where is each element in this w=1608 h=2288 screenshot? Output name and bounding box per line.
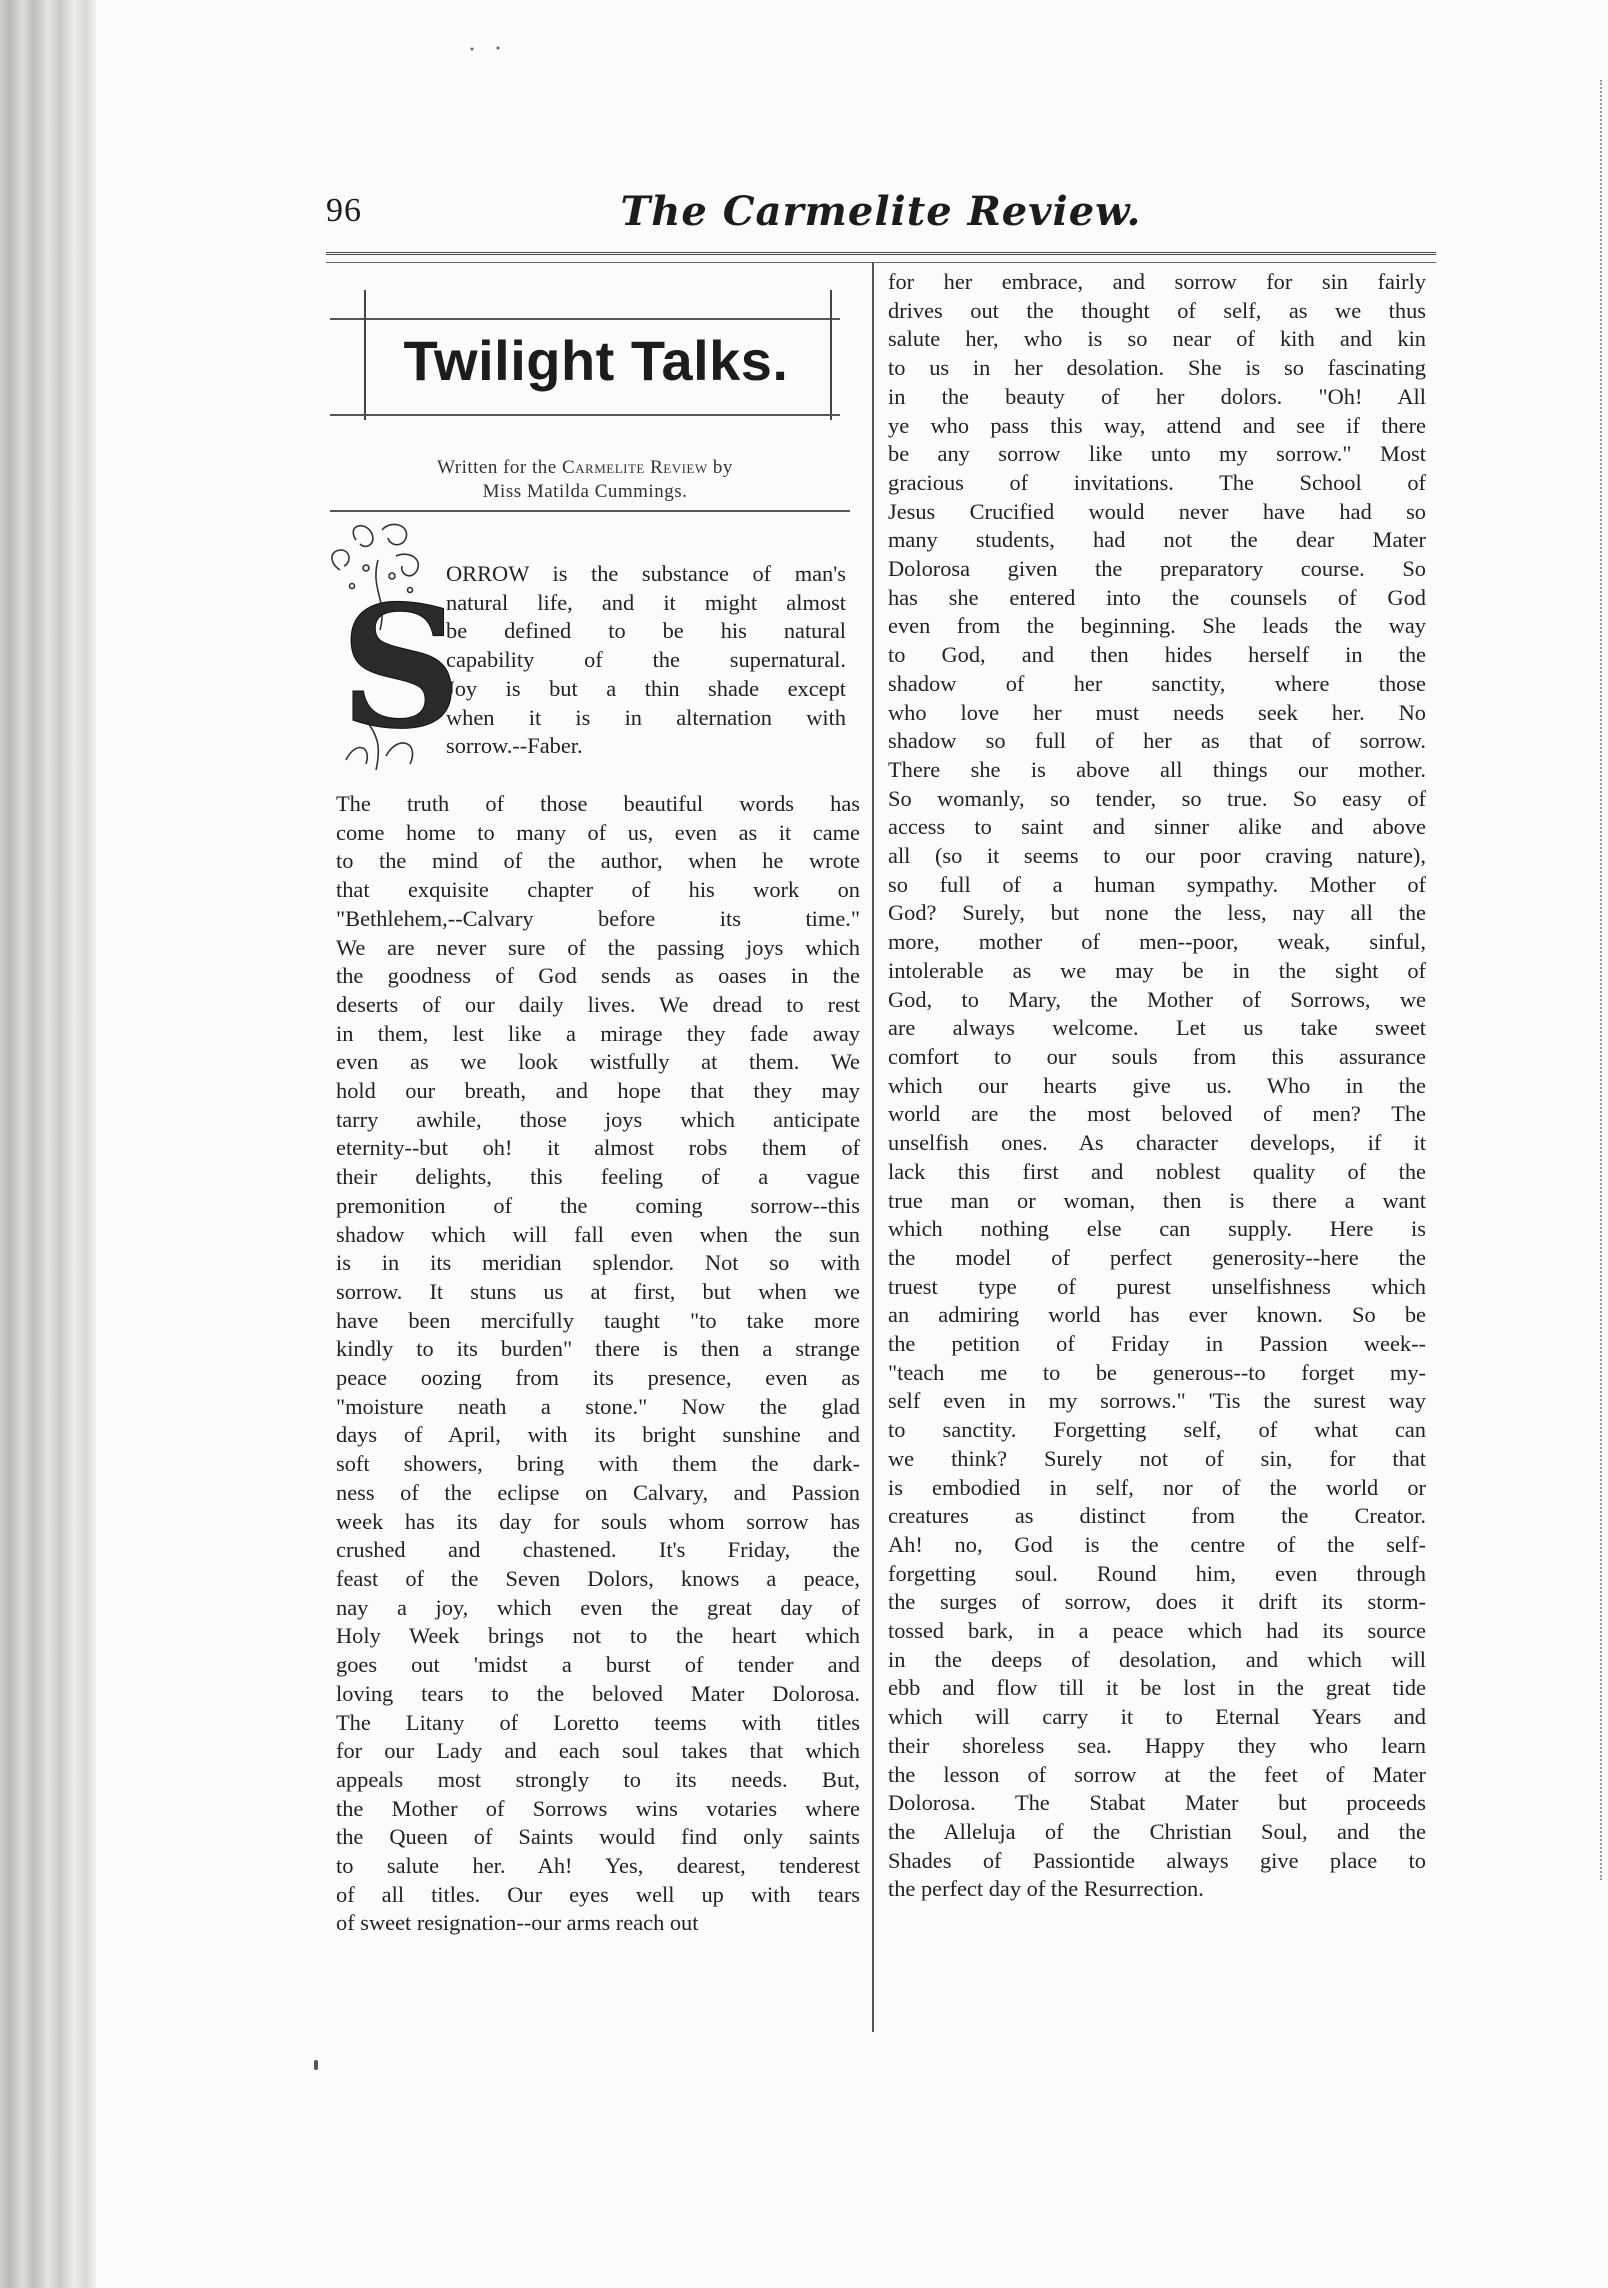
- text-line: which our hearts give us. Who in the: [888, 1072, 1426, 1098]
- text-line: when it is in alternation with: [446, 704, 846, 730]
- text-line: have been mercifully taught "to take more: [336, 1307, 860, 1333]
- text-line: "Bethlehem,--Calvary before its time.": [336, 905, 860, 931]
- text-line: the Mother of Sorrows wins votaries where: [336, 1795, 860, 1821]
- text-line: soft showers, bring with them the dark-: [336, 1451, 860, 1477]
- text-line: salute her, who is so near of kith and kin: [888, 326, 1426, 352]
- text-line: in the beauty of her dolors. "Oh! All: [888, 383, 1426, 409]
- text-line: to God, and then hides herself in the: [888, 642, 1426, 668]
- text-line: Holy Week brings not to the heart which: [336, 1623, 860, 1649]
- text-line: in them, lest like a mirage they fade away: [336, 1020, 860, 1046]
- text-line: premonition of the coming sorrow--this: [336, 1192, 860, 1218]
- page-number: 96: [326, 192, 362, 229]
- text-line: be any sorrow like unto my sorrow." Most: [888, 441, 1426, 467]
- text-line: to the mind of the author, when he wrote: [336, 848, 860, 874]
- text-line: gracious of invitations. The School of: [888, 469, 1426, 495]
- text-line: week has its day for souls whom sorrow has: [336, 1508, 860, 1534]
- text-line: many students, had not the dear Mater: [888, 527, 1426, 553]
- page-header: [326, 188, 1436, 252]
- byline-author: Miss Matilda Cummings.: [482, 481, 688, 502]
- text-line: God, to Mary, the Mother of Sorrows, we: [888, 986, 1426, 1012]
- text-line: natural life, and it might almost: [446, 589, 846, 615]
- text-line: even as we look wistfully at them. We: [336, 1049, 860, 1075]
- text-line: an admiring world has ever known. So be: [888, 1302, 1426, 1328]
- text-line: goes out 'midst a burst of tender and: [336, 1652, 860, 1678]
- text-line: hold our breath, and hope that they may: [336, 1078, 860, 1104]
- text-line: for our Lady and each soul takes that which: [336, 1738, 860, 1764]
- text-line: lack this first and noblest quality of the: [888, 1158, 1426, 1184]
- dropcap-letter: S: [340, 568, 462, 766]
- text-line: eternity--but oh! it almost robs them of: [336, 1135, 860, 1161]
- text-line: is embodied in self, nor of the world or: [888, 1474, 1426, 1500]
- column-divider: [872, 262, 874, 2032]
- text-line: who love her must needs seek her. No: [888, 699, 1426, 725]
- text-line: Dolorosa. The Stabat Mater but proceeds: [888, 1790, 1426, 1816]
- text-line: shadow of her sanctity, where those: [888, 670, 1426, 696]
- text-line: shadow which will fall even when the sun: [336, 1221, 860, 1247]
- page-speck-lower: [314, 2060, 318, 2070]
- text-line: of sweet resignation--our arms reach out: [336, 1910, 699, 1936]
- text-line: are always welcome. Let us take sweet: [888, 1015, 1426, 1041]
- text-line: come home to many of us, even as it came: [336, 819, 860, 845]
- page-right-edge: [1592, 80, 1602, 1880]
- text-line: We are never sure of the passing joys which: [336, 934, 860, 960]
- text-line: appeals most strongly to its needs. But,: [336, 1766, 860, 1792]
- running-title: The Carmelite Review.: [620, 188, 1142, 235]
- text-line: There she is above all things our mother.: [888, 756, 1426, 782]
- text-line: tossed bark, in a peace which had its source: [888, 1618, 1426, 1644]
- text-line: world are the most beloved of men? The: [888, 1101, 1426, 1127]
- text-line: ness of the eclipse on Calvary, and Passion: [336, 1479, 860, 1505]
- text-line: the model of perfect generosity--here the: [888, 1244, 1426, 1270]
- byline-publication: Carmelite Review: [561, 457, 708, 478]
- text-line: to sanctity. Forgetting self, of what can: [888, 1417, 1426, 1443]
- text-line: which nothing else can supply. Here is: [888, 1216, 1426, 1242]
- text-line: the surges of sorrow, does it drift its storm-: [888, 1589, 1426, 1615]
- text-line: crushed and chastened. It's Friday, the: [336, 1537, 860, 1563]
- text-line: capability of the supernatural.: [446, 647, 846, 673]
- text-line: Joy is but a thin shade except: [446, 675, 846, 701]
- text-line: more, mother of men--poor, weak, sinful,: [888, 929, 1426, 955]
- text-line: forgetting soul. Round him, even through: [888, 1560, 1426, 1586]
- text-line: days of April, with its bright sunshine and: [336, 1422, 860, 1448]
- column-left: [336, 790, 860, 1938]
- text-line: Ah! no, God is the centre of the self-: [888, 1531, 1426, 1557]
- text-line: So womanly, so tender, so true. So easy of: [888, 785, 1426, 811]
- title-rule-bottom: [330, 414, 840, 416]
- text-line: ye who pass this way, attend and see if there: [888, 412, 1426, 438]
- text-line: nay a joy, which even the great day of: [336, 1594, 860, 1620]
- page-speck: [468, 46, 508, 52]
- text-line: Dolorosa given the preparatory course. So: [888, 556, 1426, 582]
- text-line: is in its meridian splendor. Not so with: [336, 1250, 860, 1276]
- column-right: [888, 268, 1426, 1904]
- text-line: kindly to its burden" there is then a strange: [336, 1336, 860, 1362]
- text-line: tarry awhile, those joys which anticipate: [336, 1106, 860, 1132]
- text-line: Shades of Passiontide always give place to: [888, 1847, 1426, 1873]
- text-line: Jesus Crucified would never have had so: [888, 498, 1426, 524]
- text-line: the goodness of God sends as oases in the: [336, 963, 860, 989]
- header-rule-thin: [326, 262, 1436, 263]
- text-line: unselfish ones. As character develops, if it: [888, 1130, 1426, 1156]
- text-line: even from the beginning. She leads the way: [888, 613, 1426, 639]
- byline-rule: [330, 510, 850, 512]
- article-title: Twilight Talks.: [403, 329, 789, 392]
- text-line: deserts of our daily lives. We dread to rest: [336, 991, 860, 1017]
- text-line: loving tears to the beloved Mater Dolorosa.: [336, 1680, 860, 1706]
- text-line: the Queen of Saints would find only saints: [336, 1824, 860, 1850]
- text-line: shadow so full of her as that of sorrow.: [888, 728, 1426, 754]
- text-line: sorrow.--Faber.: [446, 733, 583, 759]
- column-left-top: [446, 560, 846, 761]
- text-line: the Alleluja of the Christian Soul, and the: [888, 1818, 1426, 1844]
- text-line: The Litany of Loretto teems with titles: [336, 1709, 860, 1735]
- text-line: the lesson of sorrow at the feet of Mater: [888, 1761, 1426, 1787]
- text-line: their delights, this feeling of a vague: [336, 1164, 860, 1190]
- text-line: for her embrace, and sorrow for sin fairly: [888, 269, 1426, 294]
- text-line: the perfect day of the Resurrection.: [888, 1876, 1204, 1902]
- text-line: "moisture neath a stone." Now the glad: [336, 1393, 860, 1419]
- text-line: "teach me to be generous--to forget my-: [888, 1359, 1426, 1385]
- text-line: in the deeps of desolation, and which will: [888, 1646, 1426, 1672]
- text-line: of all titles. Our eyes well up with tears: [336, 1881, 860, 1907]
- text-line: to us in her desolation. She is so fascinating: [888, 355, 1426, 381]
- text-line: ORROW is the substance of man's: [446, 561, 846, 586]
- text-line: ebb and flow till it be lost in the great tide: [888, 1675, 1426, 1701]
- byline: [330, 456, 840, 504]
- text-line: sorrow. It stuns us at first, but when we: [336, 1278, 860, 1304]
- byline-prefix: Written for the: [437, 457, 557, 478]
- text-line: the petition of Friday in Passion week--: [888, 1331, 1426, 1357]
- text-line: God? Surely, but none the less, nay all the: [888, 900, 1426, 926]
- ornamental-dropcap: [326, 520, 462, 778]
- text-line: their shoreless sea. Happy they who learn: [888, 1732, 1426, 1758]
- text-line: true man or woman, then is there a want: [888, 1187, 1426, 1213]
- text-line: drives out the thought of self, as we thus: [888, 297, 1426, 323]
- book-binding-edge: [0, 0, 96, 2288]
- header-rule: [326, 252, 1436, 255]
- text-line: comfort to our souls from this assurance: [888, 1043, 1426, 1069]
- text-line: peace oozing from its presence, even as: [336, 1365, 860, 1391]
- text-line: all (so it seems to our poor craving nature),: [888, 843, 1426, 869]
- text-line: creatures as distinct from the Creator.: [888, 1503, 1426, 1529]
- text-line: we think? Surely not of sin, for that: [888, 1445, 1426, 1471]
- text-line: intolerable as we may be in the sight of: [888, 957, 1426, 983]
- text-line: feast of the Seven Dolors, knows a peace,: [336, 1565, 860, 1591]
- byline-suffix: by: [712, 457, 733, 478]
- text-line: which will carry it to Eternal Years and: [888, 1704, 1426, 1730]
- text-line: access to saint and sinner alike and above: [888, 814, 1426, 840]
- text-line: has she entered into the counsels of God: [888, 584, 1426, 610]
- text-line: to salute her. Ah! Yes, dearest, tenderest: [336, 1853, 860, 1879]
- text-line: truest type of purest unselfishness which: [888, 1273, 1426, 1299]
- text-line: be defined to be his natural: [446, 618, 846, 644]
- text-line: The truth of those beautiful words has: [336, 791, 860, 816]
- text-line: so full of a human sympathy. Mother of: [888, 871, 1426, 897]
- text-line: that exquisite chapter of his work on: [336, 877, 860, 903]
- text-line: self even in my sorrows." 'Tis the surest way: [888, 1388, 1426, 1414]
